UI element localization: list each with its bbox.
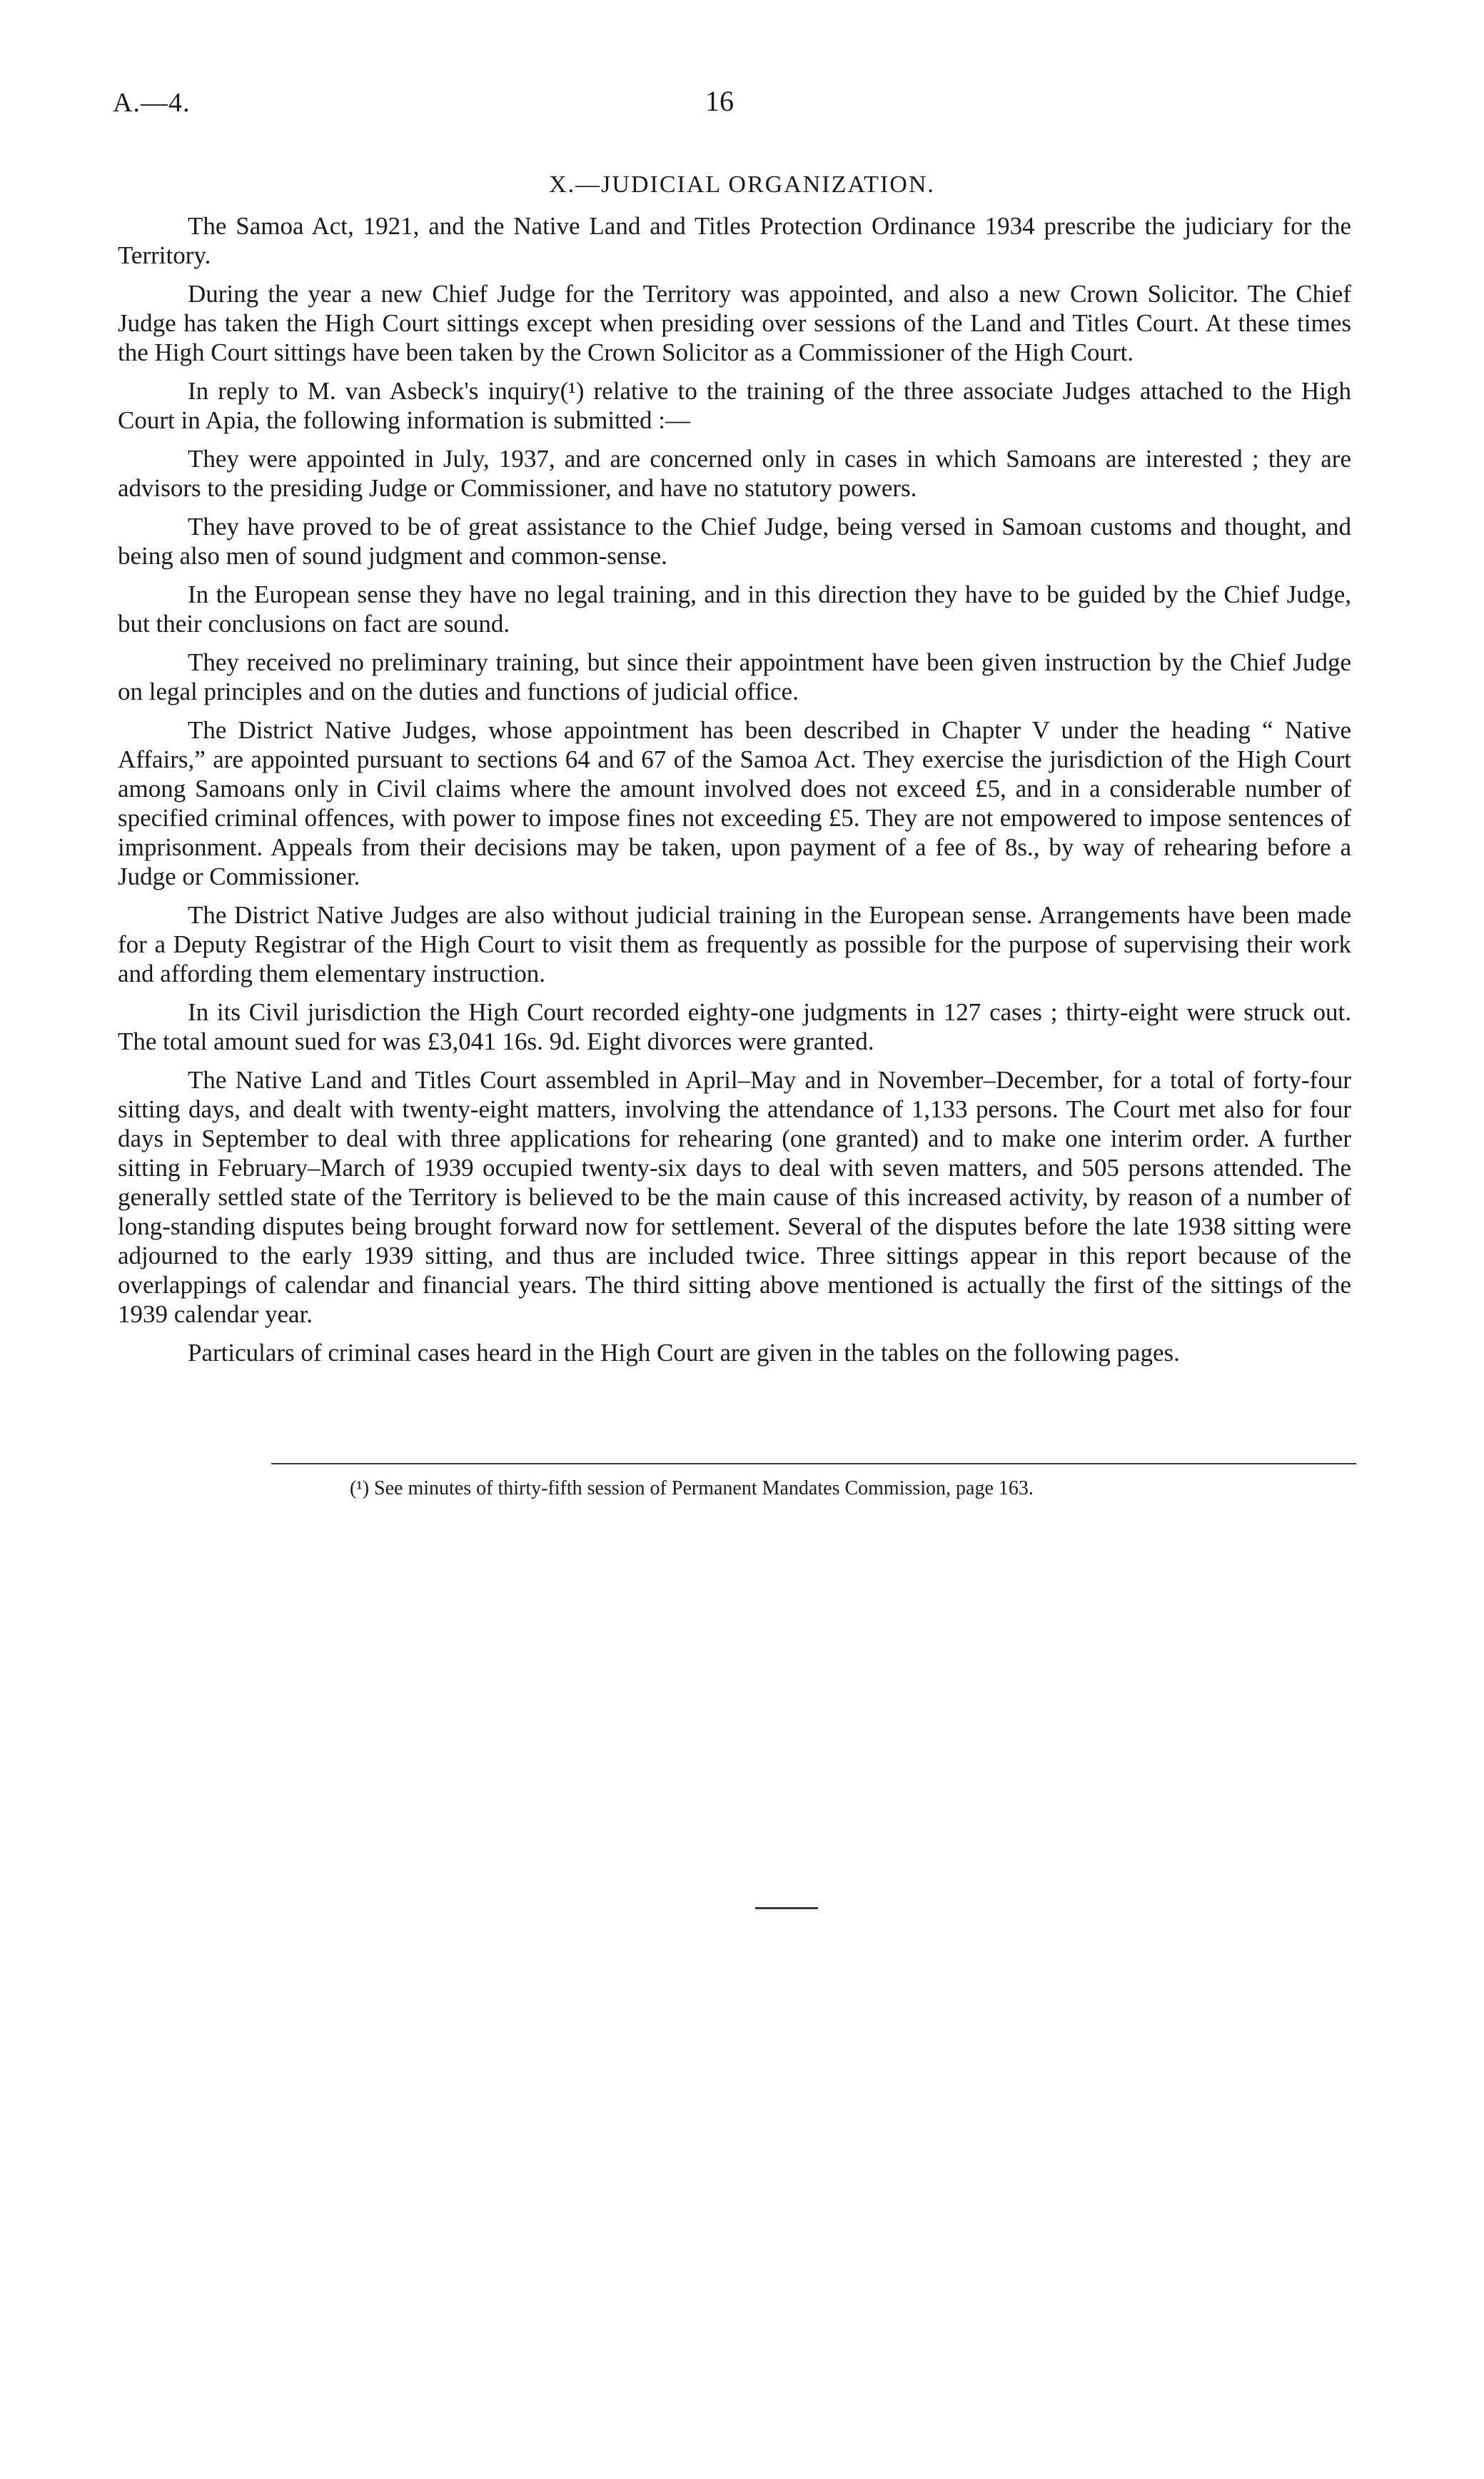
paragraph: The Native Land and Titles Court assembled in April–May and in November–December, for a total of forty-four sitting days, and dealt with twenty-eight matters, involving the attendance of 1,133 persons. The Court met also for four days in September to deal with three applications for rehearing (one granted) and to make one interim order. A further sitting in February–March of 1939 occupied twenty-six days to deal with seven matters, and 505 persons attended. The generally settled state of the Territory is believed to be the main cause of this increased activity, by reason of a number of long-standing disputes being brought forward now for settlement. Several of the disputes before the late 1938 sitting were adjourned to the early 1939 sitting, and thus are included twice. Three sittings appear in this report because of the overlappings of calendar and financial years. The third sitting above mentioned is actually the first of the sittings of the 1939 calendar year. [118, 1066, 1351, 1328]
footnote-divider [271, 1463, 1356, 1464]
paragraph: In reply to M. van Asbeck's inquiry(¹) relative to the training of the three associate Judges attached to the High Court in Apia, the following information is submitted :— [118, 377, 1351, 434]
footnote: (¹) See minutes of thirty-fifth session of Permanent Mandates Commission, page 163. [350, 1477, 1034, 1499]
page-number: 16 [705, 85, 734, 117]
paragraph: In its Civil jurisdiction the High Court recorded eighty-one judgments in 127 cases ; thirty-eight were struck out. The total amount sued for was £3,041 16s. 9d. Eight divorces were granted. [118, 998, 1351, 1055]
body-text [118, 211, 1351, 1377]
paragraph: The District Native Judges are also without judicial training in the European sense. Arrangements have been made for a Deputy Registrar of the High Court to visit them as frequently as possible for the purpose of supervising their work and affording them elementary instruction. [118, 901, 1351, 987]
document-code: A.—4. [113, 88, 191, 118]
paragraph: In the European sense they have no legal training, and in this direction they have to be guided by the Chief Judge, but their conclusions on fact are sound. [118, 580, 1351, 638]
paragraph: Particulars of criminal cases heard in the High Court are given in the tables on the following pages. [188, 1339, 1180, 1367]
paragraph: They have proved to be of great assistance to the Chief Judge, being versed in Samoan customs and thought, and being also men of sound judgment and common-sense. [118, 513, 1351, 570]
section-heading: X.—JUDICIAL ORGANIZATION. [549, 171, 935, 198]
paragraph: The District Native Judges, whose appointment has been described in Chapter V under the heading “ Native Affairs,” are appointed pursuant to sections 64 and 67 of the Samoa Act. They exercise the jurisdiction of the High Court among Samoans only in Civil claims where the amount involved does not exceed £5, and in a considerable number of specified criminal offences, with power to impose fines not exceeding £5. They are not empowered to impose sentences of imprisonment. Appeals from their decisions may be taken, upon payment of a fee of 8s., by way of rehearing before a Judge or Commissioner. [118, 716, 1351, 890]
end-divider [755, 1907, 818, 1909]
paragraph: They were appointed in July, 1937, and are concerned only in cases in which Samoans are interested ; they are advisors to the presiding Judge or Commissioner, and have no statutory powers. [118, 445, 1351, 502]
paragraph: They received no preliminary training, but since their appointment have been given instruction by the Chief Judge on legal principles and on the duties and functions of judicial office. [118, 648, 1351, 705]
paragraph: During the year a new Chief Judge for the Territory was appointed, and also a new Crown Solicitor. The Chief Judge has taken the High Court sittings except when presiding over sessions of the Land and Titles Court. At these times the High Court sittings have been taken by the Crown Solicitor as a Commissioner of the High Court. [118, 280, 1351, 366]
paragraph: The Samoa Act, 1921, and the Native Land and Titles Protection Ordinance 1934 prescribe the judiciary for the Territory. [118, 212, 1351, 269]
